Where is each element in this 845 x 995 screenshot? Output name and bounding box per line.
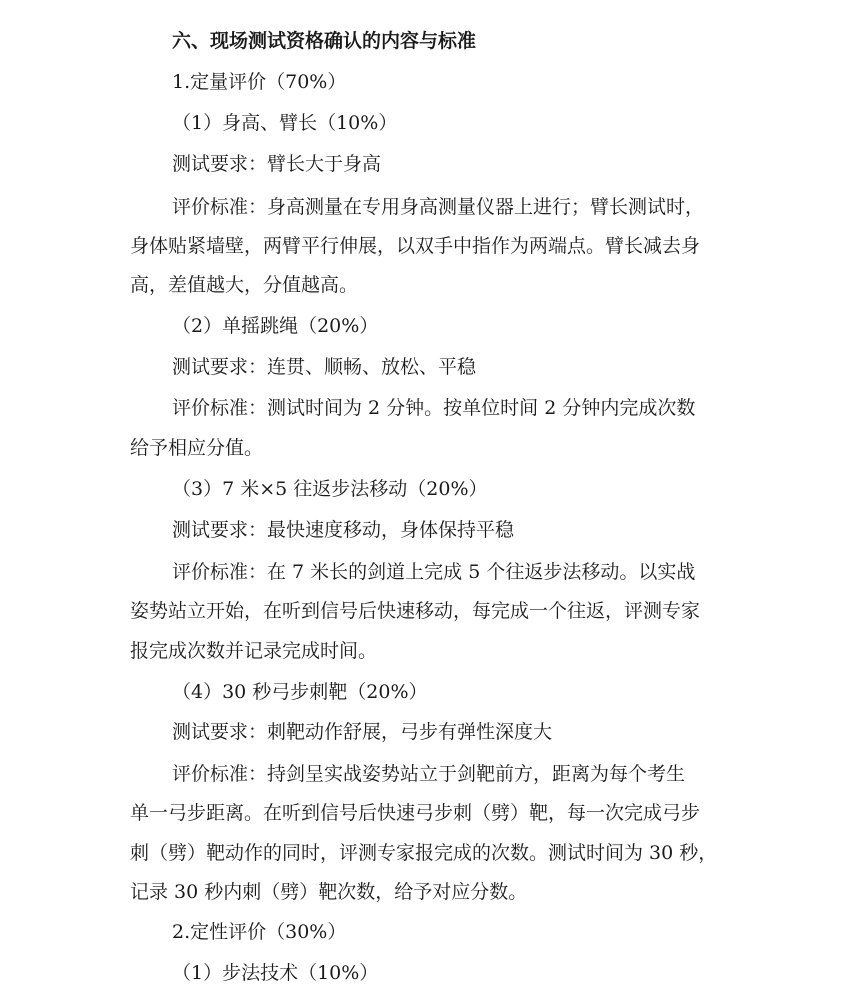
item-shuttle-run-requirement: 测试要求：最快速度移动，身体保持平稳: [172, 519, 515, 541]
item-lunge-thrust-standard-line: 刺（劈）靶动作的同时，评测专家报完成的次数。测试时间为 30 秒，: [130, 842, 718, 864]
item-shuttle-run-standard-line: 报完成次数并记录完成时间。: [130, 640, 378, 662]
item-lunge-thrust-standard-line: 单一弓步距离。在听到信号后快速弓步刺（劈）靶，每一次完成弓步: [130, 802, 701, 824]
item-shuttle-run-standard-line: 评价标准：在 7 米长的剑道上完成 5 个往返步法移动。以实战: [172, 561, 696, 583]
item-height-armspan-standard-line: 评价标准：身高测量在专用身高测量仪器上进行；臂长测试时，: [172, 196, 705, 218]
item-lunge-thrust-title: （4）30 秒弓步刺靶（20%）: [172, 681, 428, 703]
qualitative-eval-title: 2.定性评价（30%）: [172, 921, 347, 943]
item-lunge-thrust-requirement: 测试要求：刺靶动作舒展，弓步有弹性深度大: [172, 721, 553, 743]
item-shuttle-run-standard-line: 姿势站立开始，在听到信号后快速移动，每完成一个往返，评测专家: [130, 600, 701, 622]
section-title: 六、现场测试资格确认的内容与标准: [172, 30, 477, 52]
item-jump-rope-title: （2）单摇跳绳（20%）: [172, 315, 379, 337]
item-height-armspan-standard-line: 身体贴紧墙壁，两臂平行伸展，以双手中指作为两端点。臂长减去身: [130, 235, 701, 257]
item-height-armspan-requirement: 测试要求：臂长大于身高: [172, 153, 382, 175]
item-lunge-thrust-standard-line: 记录 30 秒内刺（劈）靶次数，给予对应分数。: [130, 881, 528, 903]
item-jump-rope-requirement: 测试要求：连贯、顺畅、放松、平稳: [172, 356, 477, 378]
item-lunge-thrust-standard-line: 评价标准：持剑呈实战姿势站立于剑靶前方，距离为每个考生: [172, 763, 686, 785]
item-jump-rope-standard-line: 评价标准：测试时间为 2 分钟。按单位时间 2 分钟内完成次数: [172, 397, 696, 419]
item-height-armspan-title: （1）身高、臂长（10%）: [172, 112, 398, 134]
item-shuttle-run-title: （3）7 米×5 往返步法移动（20%）: [172, 478, 488, 500]
item-height-armspan-standard-line: 高，差值越大，分值越高。: [130, 274, 359, 296]
quantitative-eval-title: 1.定量评价（70%）: [172, 71, 347, 93]
item-jump-rope-standard-line: 给予相应分值。: [130, 437, 264, 459]
item-footwork-title: （1）步法技术（10%）: [172, 962, 379, 984]
